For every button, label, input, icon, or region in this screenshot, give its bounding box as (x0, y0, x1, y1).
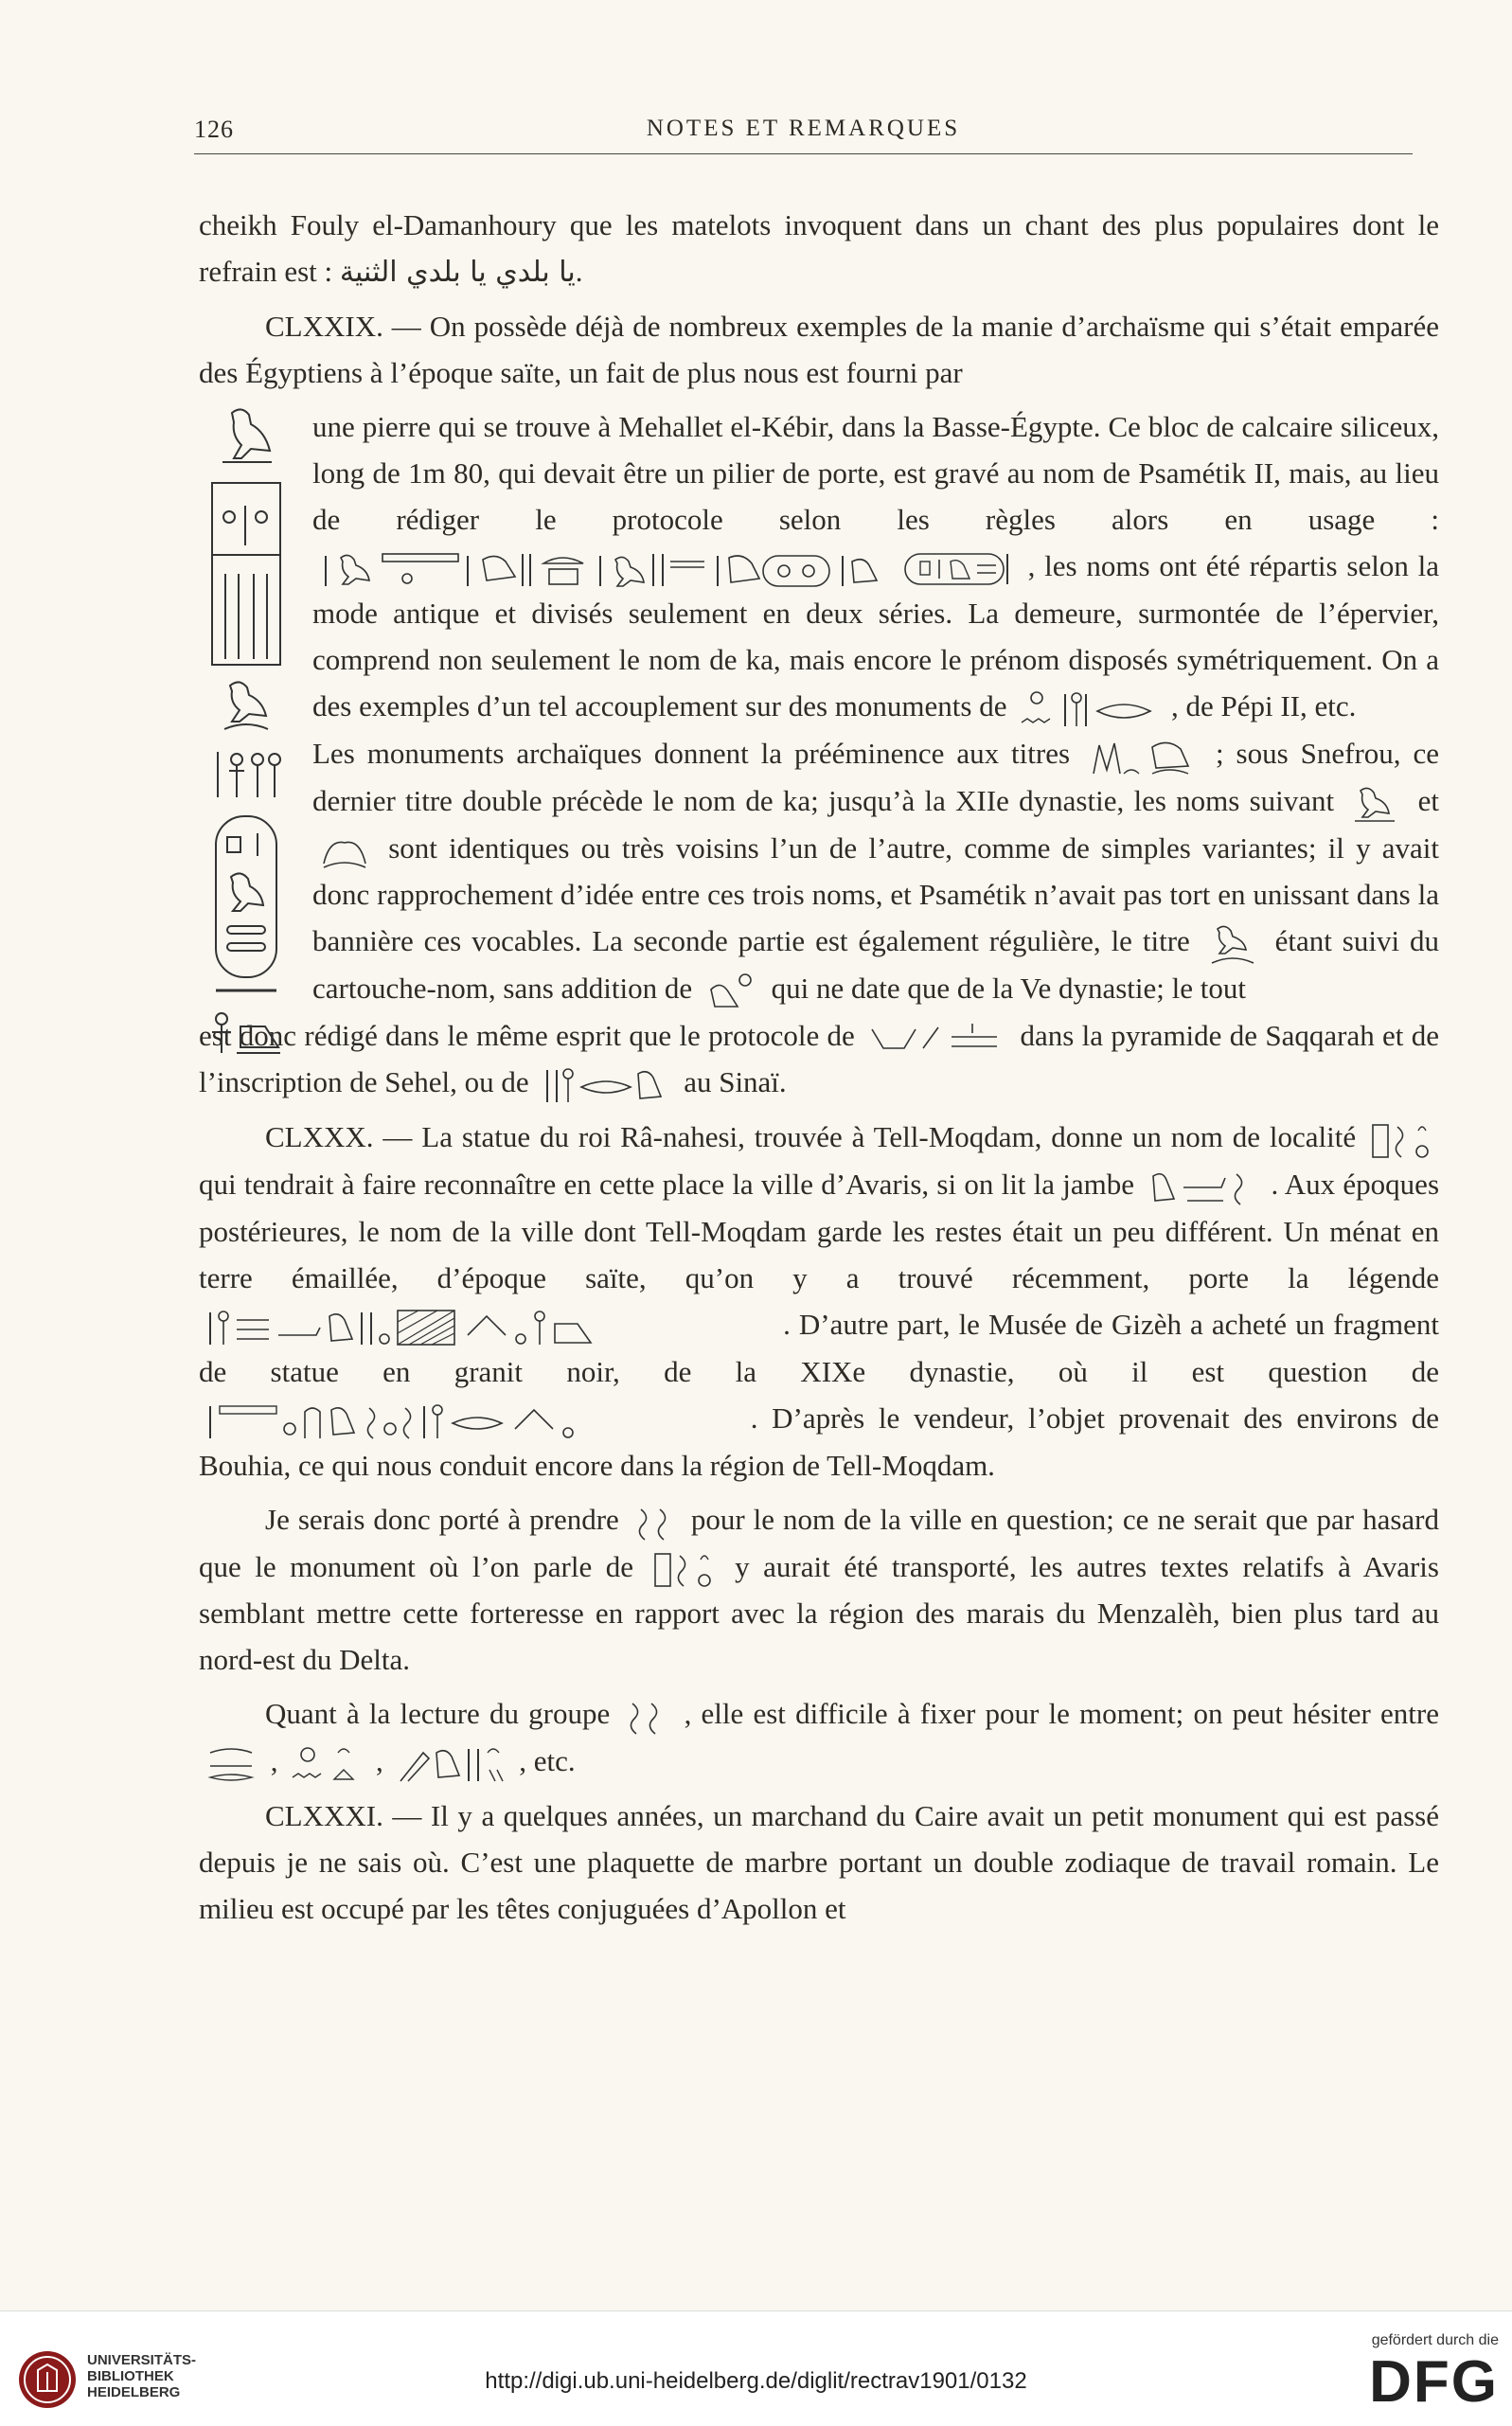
cartouche-inline-icon (901, 550, 1015, 588)
text-run: et (1417, 783, 1439, 817)
protocol-saqqarah-icon (866, 1020, 1008, 1058)
reading-option-1-icon (203, 1743, 259, 1785)
text-run: étant suivi du cartouche-nom, sans addition de (312, 924, 1439, 1006)
text-run: , de Pépi II, etc. (1170, 688, 1357, 722)
institution-line: UNIVERSITÄTS- (87, 2352, 197, 2368)
paragraph-clxxix-wrapped (199, 403, 1439, 1012)
text-run: . Aux époques postérieures, le nom de la ville dont Tell-Moqdam garde les restes était un peu différent. Un ménat en terre émaillée, d’époque saïte, qu’on y a trouvé récemment, porte la légende (199, 1168, 1440, 1294)
paragraph-clxxxi (199, 1793, 1439, 1932)
funding-label: gefördert durch die (1371, 2332, 1499, 2348)
text-run: , etc. (519, 1744, 576, 1778)
falcon-small-icon (1347, 783, 1404, 825)
text-run: CLXXXI. — Il y a quelques années, un marchand du Caire avait un petit monument qui est passé depuis je ne sais où. C’est une plaquette de marbre portant un double zodiaque de travail romain. Le milieu est occupé par les têtes conjuguées d’Apollon et (199, 1799, 1439, 1926)
sedge-bee-title-icon (1086, 736, 1200, 777)
text-run: CLXXIX. — On possède déjà de nombreux exemples de la manie d’archaïsme qui s’était emparée des Égyptiens à l’époque saïte, un fait de plus nous est fourni par (199, 310, 1439, 389)
text-run: , (270, 1744, 278, 1778)
menat-legend-icon (203, 1307, 771, 1348)
paragraph-clxxix-text (199, 403, 1439, 730)
ankh-symbols-icon (208, 744, 284, 801)
paragraph-reading (199, 1690, 1439, 1785)
reading-option-3-icon (395, 1743, 508, 1785)
text-run: cheikh Fouly el-Damanhoury que les matelots invoquent dans un chant des plus populaires dont le refrain est : (199, 208, 1439, 288)
paragraph-titles-cont (199, 1012, 1439, 1106)
throne-seal-icon (208, 1009, 284, 1057)
institution-line: BIBLIOTHEK (87, 2368, 174, 2384)
leg-hieroglyph-icon (1146, 1167, 1259, 1208)
text-run: Les monuments archaïques donnent la prééminence aux titres (312, 736, 1071, 770)
paragraph-clxxx (199, 1114, 1439, 1489)
protocol-sinai-icon (540, 1064, 672, 1106)
text-run: au Sinaï. (684, 1065, 787, 1099)
text-run: sont identiques ou très voisins l’un de l’autre, comme de simples variantes; il y avait donc rapprochement d’idée entre ces trois noms, et Psamétik n’avait pas tort en unissant dans la bannière ces vocables. La seconde partie est également régulière, le titre (312, 830, 1440, 958)
text-run: . D’après le vendeur, l’objet provenait des environs de Bouhia, ce qui nous conduit encore dans la région de Tell-Moqdam. (199, 1400, 1440, 1482)
text-run: ; sous Snefrou, ce dernier titre double précède le nom de ka; jusqu’à la XIIe dynastie, les noms suivant (312, 736, 1440, 817)
reading-option-2-icon (289, 1743, 365, 1785)
vulture-cobra-icon (316, 829, 373, 871)
permalink-url[interactable]: http://digi.ub.uni-heidelberg.de/diglit/rectrav1901/0132 (485, 2368, 1027, 2394)
text-run: Quant à la lecture du groupe (265, 1697, 611, 1731)
page-body (199, 202, 1439, 1939)
golden-falcon-icon (1204, 923, 1261, 965)
text-run: une pierre qui se trouve à Mehallet el-Kébir, dans la Basse-Égypte. Ce bloc de calcaire siliceux, long de 1m 80, qui devait être un pilier de porte, est gravé au nom de Psamétik II, mais, au lieu de rédiger le protocole selon les règles alors en usage : (312, 410, 1439, 536)
text-run: qui tendrait à faire reconnaître en cette place la ville d’Avaris, si on lit la jambe (199, 1168, 1135, 1202)
text-run: pour le nom de la ville en question; ce ne serait que par hasard que le monument où l’on parle de (199, 1502, 1440, 1583)
double-s-glyph-icon (631, 1502, 679, 1543)
dfg-logo: DFG (1369, 2349, 1499, 2415)
text-run: y aurait été transporté, les autres textes relatifs à Avaris semblant mettre cette forteresse en rapport avec la région des marais du Menzalèh, bien plus tard au nord-est du Delta. (199, 1549, 1439, 1677)
cartouche-icon (208, 811, 284, 1000)
falcon-on-collar-icon (213, 678, 279, 735)
sun-ankh-mouth-icon (1018, 688, 1160, 730)
text-run: , elle est difficile à fixer pour le moment; on peut hésiter entre (684, 1697, 1439, 1731)
paragraph-clxxix-lead (199, 303, 1439, 396)
page-header (194, 112, 1413, 154)
son-of-ra-icon (703, 971, 760, 1012)
text-run: . D’autre part, le Musée de Gizèh a acheté un fragment de statue en granit noir, de la XIXe dynastie, où il est question de (199, 1307, 1440, 1388)
text-run: dans la pyramide de Saqqarah et de l’inscription de Sehel, ou de (199, 1019, 1440, 1099)
gizeh-fragment-legend-icon (203, 1400, 733, 1442)
text-run: est donc rédigé dans le même esprit que le protocole de (199, 1019, 855, 1053)
locality-hieroglyph-icon (1369, 1119, 1435, 1161)
page-number: 126 (194, 116, 234, 143)
paragraph-continuation: cheikh Fouly el-Damanhoury que les matelots invoquent dans un chant des plus populaires dont le refrain est : يا بلدي يا بلدي الثنية. (199, 208, 1439, 289)
text-run: qui ne date que de la Ve dynastie; le tout (771, 972, 1246, 1006)
double-s-glyph-2-icon (623, 1696, 670, 1738)
text-run: , (376, 1744, 383, 1778)
text-run: Je serais donc porté à prendre (265, 1502, 619, 1536)
digitization-footer (0, 2310, 1512, 2426)
margin-hieroglyph-column (199, 403, 294, 1066)
paragraph-titles (199, 730, 1439, 1012)
text-run: CLXXX. — La statue du roi Râ-nahesi, trouvée à Tell-Moqdam, donne un nom de localité (265, 1120, 1357, 1154)
paragraph-avaris (199, 1496, 1439, 1684)
falcon-hieroglyph-icon (213, 403, 279, 470)
arabic-refrain: يا بلدي يا بلدي الثنية (339, 256, 576, 289)
text-run: , les noms ont été répartis selon la mode antique et divisés seulement en deux séries. La demeure, surmontée de l’épervier, comprend non seulement le nom de ka, mais encore le prénom disposés symétriquement. On a des exemples d’un tel accouplement sur des monuments de (312, 549, 1440, 722)
serekh-banner-icon (208, 479, 284, 669)
running-title: NOTES ET REMARQUES (646, 116, 961, 141)
institution-line: HEIDELBERG (87, 2384, 181, 2400)
protocol-hieroglyphs-icon (316, 548, 884, 590)
locality-hieroglyph-2-icon (651, 1548, 718, 1590)
